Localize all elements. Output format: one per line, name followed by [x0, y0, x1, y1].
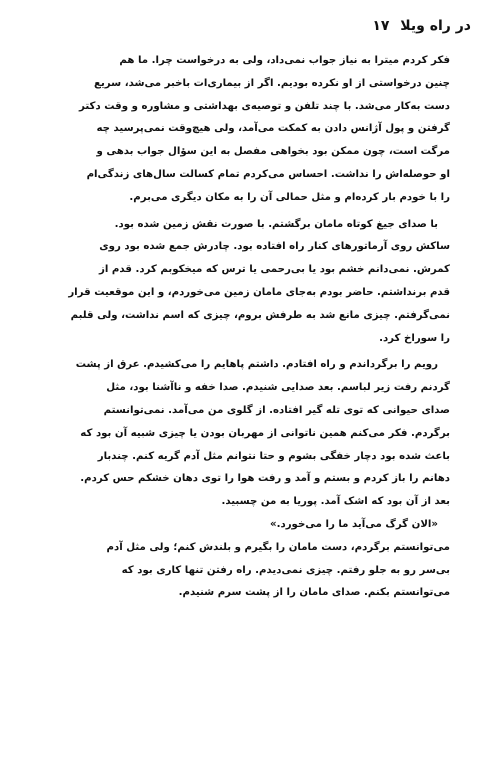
text-line: ساکش روی آرماتورهای کنار راه افتاده بود. چادرش جمع شده بود روی [99, 241, 450, 253]
text-line: بی‌سر رو به جلو رفتم. چیزی نمی‌دیدم. راه رفتن تنها کاری بود که [121, 564, 450, 576]
text-line: نمی‌گرفتم. چیزی مانع شد به طرفش بروم، چیزی که اسم نداشت، ولی قلبم [70, 309, 450, 321]
text-line: با صدای جیغ کوتاه مامان برگشتم. با صورت نقش زمین شده بود. [114, 218, 438, 230]
text-line: گردنم رفت زیر لباسم. بعد صدایی شنیدم. صدا خفه و ناآشنا بود، مثل [106, 382, 450, 394]
text-line: برگردم. فکر می‌کنم همین ناتوانی از مهربان بودن یا چیزی شبیه آن بود که [80, 427, 450, 439]
text-line: مرگت است، چون ممکن بود بخواهی مفصل به این سؤال جواب بدهی و [96, 146, 450, 158]
body-text [48, 50, 450, 605]
running-header [30, 18, 471, 38]
text-line: را سوراخ کرد. [379, 332, 450, 344]
text-line: رویم را برگرداندم و راه افتادم. داشتم پاهایم را می‌کشیدم. عرق از پشت [75, 359, 438, 371]
text-line: می‌توانستم برگردم، دست مامان را بگیرم و بلندش کنم؛ ولی مثل آدم [106, 541, 450, 553]
text-line: «الان گرگ می‌آید ما را می‌خورد.» [270, 518, 438, 530]
paragraph-4 [48, 514, 450, 537]
paragraph-2 [48, 214, 450, 351]
text-line: صدای حیوانی که توی تله گیر افتاده. از گلوی من می‌آمد. نمی‌توانستم [103, 404, 450, 416]
text-line: چنین درخواستی از او نکرده بودیم. اگر از بیماری‌ات باخبر می‌شد، سریع [94, 77, 450, 89]
text-line: فکر کردم میترا به نیاز جواب نمی‌داد، ولی به درخواست چرا. ما هم [119, 55, 450, 66]
text-line: دهانم را باز کردم و بستم و آمد و رفت هوا را توی دهان خشکم حس کردم. [80, 473, 450, 485]
text-line: دست به‌کار می‌شد. با چند تلفن و توصیه‌ی بهداشتی و مشاوره و وقت دکتر [79, 100, 450, 112]
chapter-title: در راه ویلا [400, 18, 471, 34]
page-number: ۱۷ [372, 18, 390, 34]
text-line: باعث شده بود دچار خفگی بشوم و حتا نتوانم مثل آدم گریه کنم. چندبار [97, 450, 450, 462]
text-line: می‌توانستم بکنم. صدای مامان را از پشت سرم شنیدم. [178, 587, 450, 599]
text-line: قدم برنداشتم. حاضر بودم به‌جای مامان زمین می‌خوردم، و این موقعیت قرار [68, 286, 450, 298]
paragraph-3 [48, 354, 450, 514]
paragraph-5 [48, 537, 450, 605]
text-line: بعد از آن بود که اشک آمد. پوریا به من چسبید. [221, 496, 450, 508]
paragraph-1 [48, 50, 450, 210]
text-line: را با خودم بار کرده‌ام و مثل حمالی آن را به مکان دیگری می‌برم. [129, 191, 450, 203]
text-line: کمرش. نمی‌دانم خشم بود یا بی‌رحمی یا ترس که میخکوبم کرد. قدم از [99, 264, 450, 276]
text-line: او حوصله‌اش را نداشت. احساس می‌کردم تمام کسالت سال‌های زندگی‌ام [86, 168, 450, 180]
text-line: گرفتن و پول آژانس دادن به کمکت می‌آمد، ولی هیچ‌وقت نمی‌پرسید چه [96, 123, 450, 135]
